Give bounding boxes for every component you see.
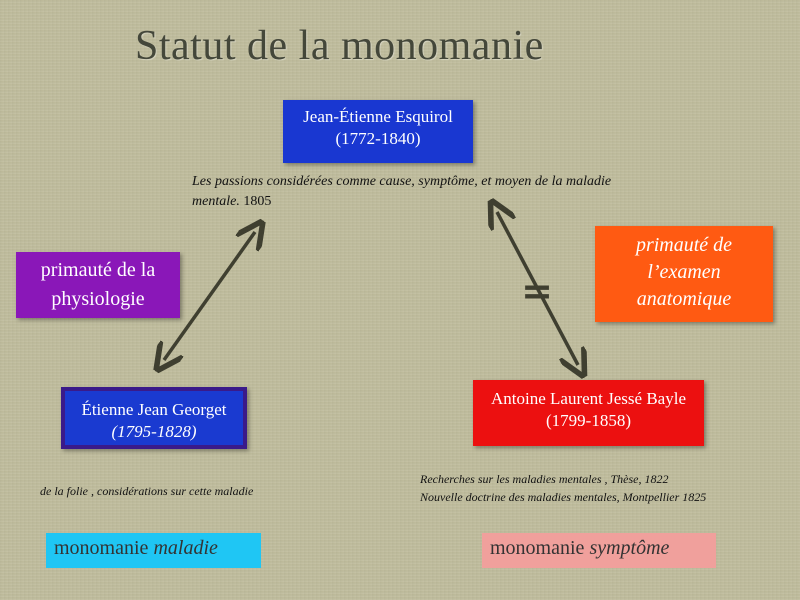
arrow-esquirol-georget	[164, 232, 255, 360]
primacy-anatomy-line-1: primauté de	[635, 234, 733, 256]
label-monomanie-maladie	[46, 533, 261, 568]
work-esquirol-title: Les passions considérées comme cause, symptôme, et moyen de la maladie mentale	[192, 174, 612, 210]
label-symptome-word: monomanie	[490, 537, 585, 559]
node-bayle-years: (1799-1858)	[546, 411, 631, 431]
primacy-physiology-line-1: primauté de la	[40, 259, 156, 281]
node-bayle-name: Antoine Laurent Jessé Bayle	[491, 389, 686, 408]
primacy-physiology-line-2: physiologie	[51, 288, 145, 310]
page-title: Statut de la monomanie	[135, 23, 544, 69]
primacy-anatomy-line-2: l’examen	[647, 261, 721, 283]
primacy-anatomy-line-3: anatomique	[636, 288, 732, 310]
equal-sign: =	[521, 269, 553, 313]
work-esquirol: Les passions considérées comme cause, symptôme, et moyen de la maladie mentale. 1805	[192, 174, 612, 210]
label-monomanie-symptome	[482, 533, 716, 568]
node-bayle	[473, 380, 704, 446]
node-georget-years: (1795-1828)	[111, 422, 197, 442]
work-bayle-line-1: Recherches sur les maladies mentales , Thèse, 1822	[420, 472, 669, 486]
node-esquirol-name: Jean-Étienne Esquirol	[303, 107, 453, 126]
label-maladie-word: monomanie	[54, 537, 149, 559]
label-symptome-emph: symptôme	[589, 537, 670, 559]
work-esquirol-year: 1805	[243, 194, 272, 210]
work-georget: de la folie , considérations sur cette maladie	[40, 484, 254, 498]
node-esquirol-years: (1772-1840)	[335, 129, 421, 149]
node-georget-name: Étienne Jean Georget	[81, 400, 227, 419]
node-georget	[61, 387, 247, 449]
work-bayle	[420, 470, 706, 506]
work-bayle-line-2: Nouvelle doctrine des maladies mentales, Montpellier 1825	[420, 490, 707, 504]
label-maladie-emph: maladie	[153, 537, 218, 559]
